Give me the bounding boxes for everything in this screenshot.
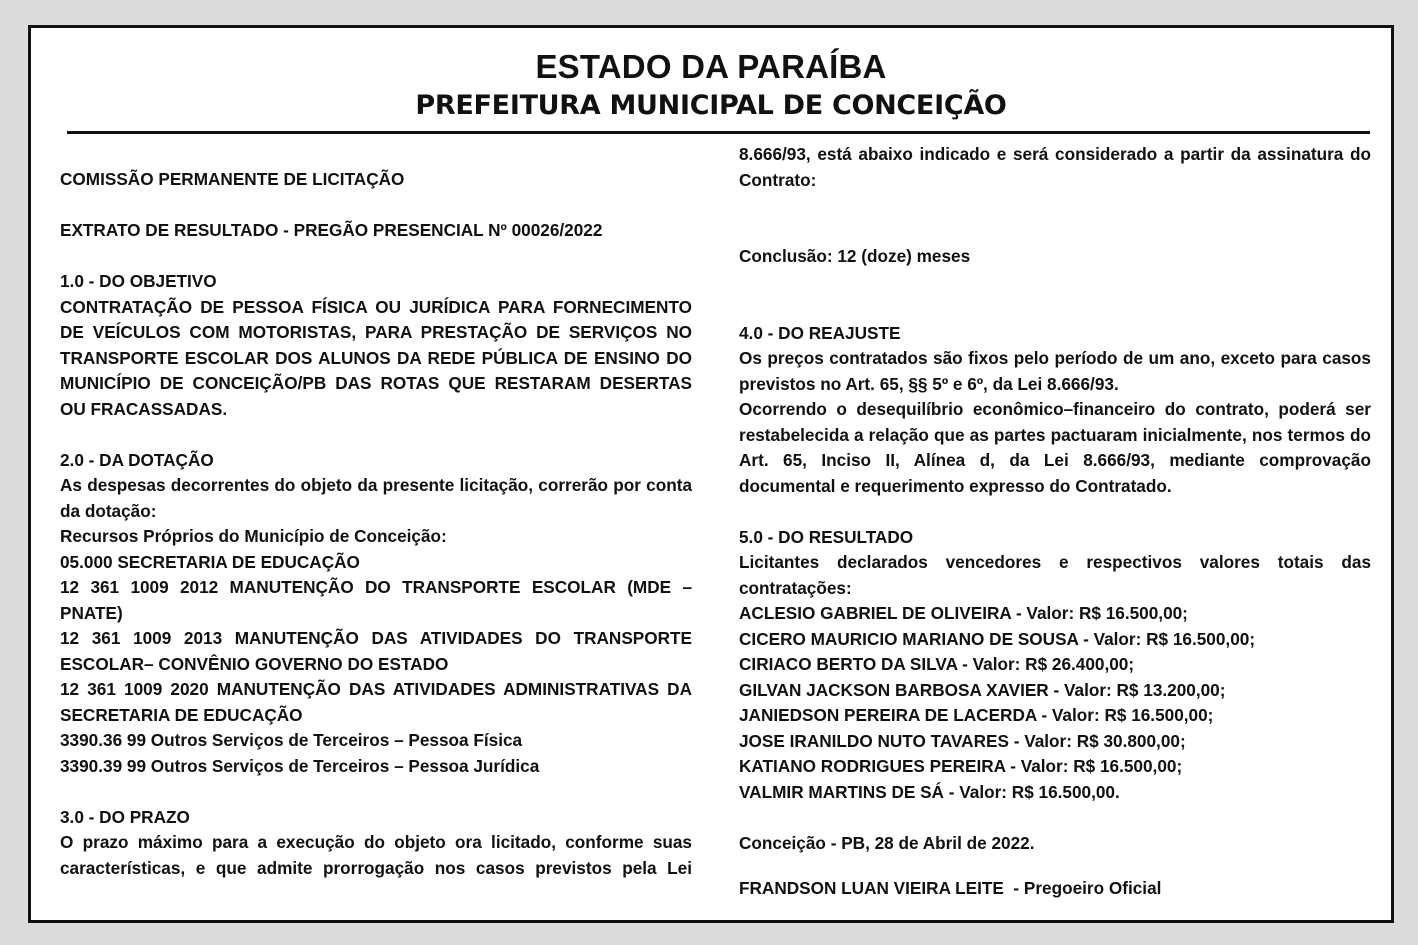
right-column: [739, 142, 1371, 902]
prazo-continuation: 8.666/93, está abaixo indicado e será considerado a partir da assinatura do Contrato:: [739, 144, 1371, 190]
winner-line: CICERO MAURICIO MARIANO DE SOUSA - Valor: R$ 16.500,00;: [739, 628, 1256, 649]
conclusao-line: Conclusão: 12 (doze) meses: [739, 246, 971, 266]
budget-item-5: 3390.39 99 Outros Serviços de Terceiros – Pessoa Jurídica: [60, 755, 540, 776]
document-sheet: [28, 25, 1394, 923]
objective-text: CONTRATAÇÃO DE PESSOA FÍSICA OU JURÍDICA PARA FORNECIMENTO DE VEÍCULOS COM MOTORISTAS, PARA PRESTAÇÃO DE SERVIÇOS NO TRANSPORTE ESCOLAR DOS ALUNOS DA REDE PÚBLICA DE ENSINO DO MUNICÍPIO DE CONCEIÇÃO/PB DAS ROTAS QUE RESTARAM DESERTAS OU FRACASSADAS.: [60, 296, 692, 419]
resultado-text: Licitantes declarados vencedores e respectivos valores totais das contratações:: [739, 552, 1371, 598]
state-title: ESTADO DA PARAÍBA: [535, 48, 887, 85]
city-title: PREFEITURA MUNICIPAL DE CONCEIÇÃO: [415, 90, 1007, 121]
secretaria-line: 05.000 SECRETARIA DE EDUCAÇÃO: [60, 551, 360, 572]
budget-item-1: 12 361 1009 2012 MANUTENÇÃO DO TRANSPORTE ESCOLAR (MDE – PNATE): [60, 577, 692, 623]
dotacao-text: As despesas decorrentes do objeto da presente licitação, correrão por conta da dotação:: [60, 475, 692, 521]
budget-item-3: 12 361 1009 2020 MANUTENÇÃO DAS ATIVIDADES ADMINISTRATIVAS DA SECRETARIA DE EDUCAÇÃO: [60, 679, 692, 725]
resultado-title: 5.0 - DO RESULTADO: [739, 526, 914, 547]
prazo-title: 3.0 - DO PRAZO: [60, 806, 190, 827]
winner-line: JANIEDSON PEREIRA DE LACERDA - Valor: R$ 16.500,00;: [739, 705, 1214, 725]
header-divider: [67, 131, 1370, 134]
winner-line: ACLESIO GABRIEL DE OLIVEIRA - Valor: R$ 16.500,00;: [739, 603, 1188, 623]
signature-line: FRANDSON LUAN VIEIRA LEITE - Pregoeiro Oficial: [739, 878, 1162, 898]
dotacao-title: 2.0 - DA DOTAÇÃO: [60, 449, 214, 470]
reajuste-text-2: Ocorrendo o desequilíbrio econômico–financeiro do contrato, poderá ser restabelecida a relação que as partes pactuaram inicialmente, nos termos do Art. 65, Inciso II, Alínea d, da Lei 8.666/93, mediante comprovação documental e requerimento expresso do Contratado.: [739, 399, 1371, 496]
reajuste-title: 4.0 - DO REAJUSTE: [739, 322, 901, 343]
place-date: Conceição - PB, 28 de Abril de 2022.: [739, 832, 1035, 853]
resources-line: Recursos Próprios do Município de Conceição:: [60, 526, 447, 546]
winner-line: JOSE IRANILDO NUTO TAVARES - Valor: R$ 30.800,00;: [739, 730, 1186, 751]
left-column: [60, 167, 692, 881]
winner-line: CIRIACO BERTO DA SILVA - Valor: R$ 26.400,00;: [739, 654, 1135, 674]
commission-heading: COMISSÃO PERMANENTE DE LICITAÇÃO: [60, 169, 405, 189]
budget-item-4: 3390.36 99 Outros Serviços de Terceiros – Pessoa Física: [60, 730, 523, 750]
reajuste-text-1: Os preços contratados são fixos pelo período de um ano, exceto para casos previstos no Art. 65, §§ 5º e 6º, da Lei 8.666/93.: [739, 348, 1371, 394]
winner-line: KATIANO RODRIGUES PEREIRA - Valor: R$ 16.500,00;: [739, 756, 1183, 776]
extract-heading: EXTRATO DE RESULTADO - PREGÃO PRESENCIAL Nº 00026/2022: [60, 220, 603, 240]
winner-line: GILVAN JACKSON BARBOSA XAVIER - Valor: R$ 13.200,00;: [739, 679, 1226, 700]
prazo-text: O prazo máximo para a execução do objeto ora licitado, conforme suas características, e que admite prorrogação nos casos previstos pela Lei: [60, 832, 692, 878]
winner-line: VALMIR MARTINS DE SÁ - Valor: R$ 16.500,00.: [739, 781, 1120, 802]
budget-item-2: 12 361 1009 2013 MANUTENÇÃO DAS ATIVIDADES DO TRANSPORTE ESCOLAR– CONVÊNIO GOVERNO DO ESTADO: [60, 628, 692, 674]
objective-title: 1.0 - DO OBJETIVO: [60, 271, 217, 291]
